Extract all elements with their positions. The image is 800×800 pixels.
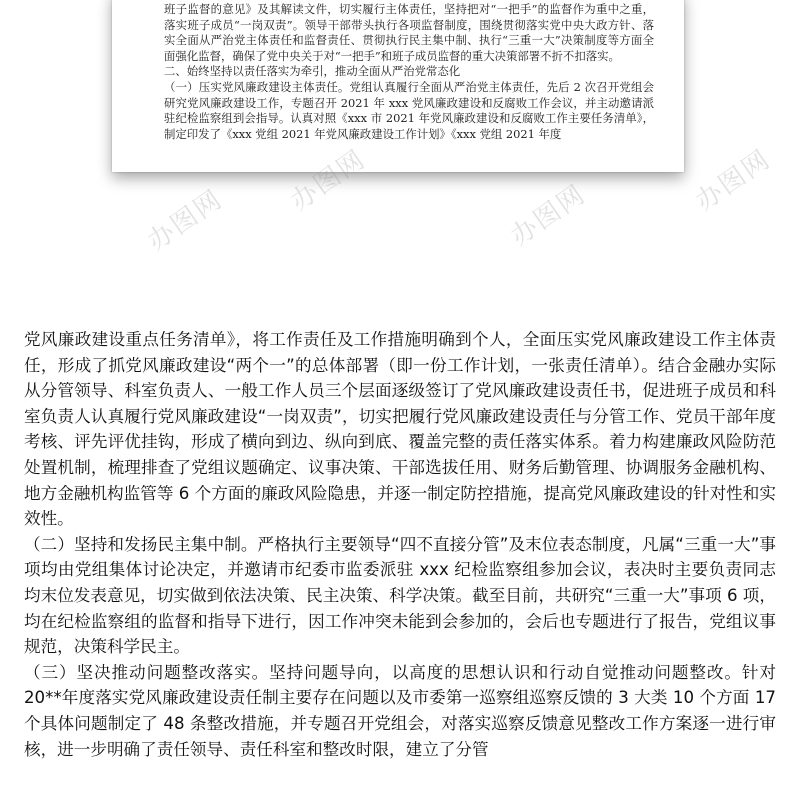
body-paragraph-3: （三）坚决推动问题整改落实。坚持问题导向，以高度的思想认识和行动自觉推动问题整改。针对 20**年度落实党风廉政建设责任制主要存在问题以及市委第一巡察组巡察反馈的 3 大类 10 个方面 17 个具体问题制定了 48 条整改措施，并专题召开党组会，对落实巡察反馈意见整改工作方案逐一进行审核，进一步明确了责任领导、责任科室和整改时限，建立了分管 (24, 662, 776, 759)
preview-text (164, 2, 654, 142)
preview-heading-2: 二、始终坚持以责任落实为牵引，推动全面从严治党常态化 (164, 64, 461, 79)
watermark: 办图网 (505, 179, 592, 252)
preview-paragraph-1: 班子监督的意见》及其解读文件，切实履行主体责任，坚持把对“一把手”的监督作为重中之重，落实班子成员“一岗双责”。领导干部带头执行各项监督制度，围绕贯彻落实党中央大政方针、落实全面从严治党主体责任和监督责任、贯彻执行民主集中制、执行“三重一大”决策制度等方面全面强化监督，确保了党中央关于对“一把手”和班子成员监督的重大决策部署不折不扣落实。 (164, 2, 654, 63)
watermark: 办图网 (690, 144, 777, 217)
document-body (24, 327, 776, 762)
document-preview-card (112, 0, 684, 172)
preview-backdrop (0, 0, 800, 300)
body-paragraph-2: （二）坚持和发扬民主集中制。严格执行主要领导“四不直接分管”及末位表态制度，凡属“三重一大”事项均由党组集体讨论决定，并邀请市纪委市监委派驻 xxx 纪检监察组参加会议，表决时主要负责同志均末位发表意见，切实做到依法决策、民主决策、科学决策。截至目前，共研究“三重一大”事项 6 项，均在纪检监察组的监督和指导下进行，因工作冲突未能到会参加的，会后也专题进行了报告，党组议事规范，决策科学民主。 (24, 534, 776, 657)
watermark: 办图网 (142, 184, 229, 257)
watermark: 办图网 (285, 144, 372, 217)
preview-paragraph-3: （一）压实党风廉政建设主体责任。党组认真履行全面从严治党主体责任，先后 2 次召开党组会研究党风廉政建设工作，专题召开 2021 年 xxx 党风廉政建设和反腐败工作会议，并主动邀请派驻纪检监察组到会指导。认真对照《xxx 市 2021 年党风廉政建设和反腐败工作主要任务清单》，制定印发了《xxx 党组 2021 年党风廉政建设工作计划》《xxx 党组 2021 年度 (164, 79, 654, 141)
body-paragraph-1: 党风廉政建设重点任务清单》，将工作责任及工作措施明确到个人，全面压实党风廉政建设工作主体责任，形成了抓党风廉政建设“两个一”的总体部署（即一份工作计划，一张责任清单）。结合金融办实际从分管领导、科室负责人、一般工作人员三个层面逐级签订了党风廉政建设责任书，促进班子成员和科室负责人认真履行党风廉政建设“一岗双责”，切实把履行党风廉政建设责任与分管工作、党员干部年度考核、评先评优挂钩，形成了横向到边、纵向到底、覆盖完整的责任落实体系。着力构建廉政风险防范处置机制，梳理排查了党组议题确定、议事决策、干部选拔任用、财务后勤管理、协调服务金融机构、地方金融机构监管等 6 个方面的廉政风险隐患，并逐一制定防控措施，提高党风廉政建设的针对性和实效性。 (24, 330, 776, 529)
